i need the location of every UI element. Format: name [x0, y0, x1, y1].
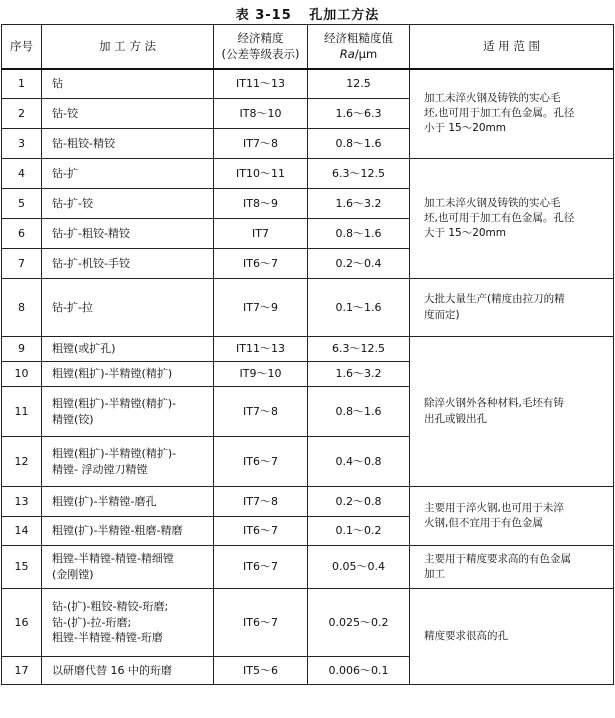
row-num: 16 [2, 589, 42, 657]
row-num: 17 [2, 657, 42, 685]
scope-cell: 加工未淬火钢及铸铁的实心毛 坯,也可用于加工有色金属。孔径 大于 15～20mm [410, 159, 614, 279]
row-method: 钻 [42, 69, 214, 99]
row-ra: 0.1～1.6 [308, 279, 410, 337]
ra-unit: /μm [354, 47, 378, 62]
row-ra: 1.6～3.2 [308, 362, 410, 387]
row-method: 钻-扩-机铰-手铰 [42, 249, 214, 279]
row-method: 以研磨代替 16 中的珩磨 [42, 657, 214, 685]
table-caption [0, 4, 615, 23]
header-method: 加 工 方 法 [42, 25, 214, 69]
table-row [2, 546, 614, 589]
row-method: 钻-扩-拉 [42, 279, 214, 337]
row-ra: 6.3～12.5 [308, 337, 410, 362]
row-grade: IT10～11 [214, 159, 308, 189]
scope-cell: 精度要求很高的孔 [410, 589, 614, 685]
row-ra: 12.5 [308, 69, 410, 99]
row-method: 粗镗(或扩孔) [42, 337, 214, 362]
row-ra: 1.6～6.3 [308, 99, 410, 129]
row-ra: 0.8～1.6 [308, 129, 410, 159]
row-grade: IT7 [214, 219, 308, 249]
table-row [2, 279, 614, 337]
row-num: 7 [2, 249, 42, 279]
row-grade: IT6～7 [214, 437, 308, 487]
header-row [2, 25, 614, 69]
row-ra: 0.006～0.1 [308, 657, 410, 685]
row-method: 钻-扩-粗铰-精铰 [42, 219, 214, 249]
row-method: 钻-(扩)-粗铰-精铰-珩磨; 钻-(扩)-拉-珩磨; 粗镗-半精镗-精镗-珩磨 [42, 589, 214, 657]
row-grade: IT11～13 [214, 69, 308, 99]
row-grade: IT11～13 [214, 337, 308, 362]
row-num: 11 [2, 387, 42, 437]
row-num: 10 [2, 362, 42, 387]
row-grade: IT6～7 [214, 546, 308, 589]
table-row [2, 337, 614, 362]
row-ra: 0.8～1.6 [308, 219, 410, 249]
row-grade: IT6～7 [214, 517, 308, 546]
row-grade: IT8～9 [214, 189, 308, 219]
row-grade: IT6～7 [214, 249, 308, 279]
row-ra: 0.025～0.2 [308, 589, 410, 657]
row-grade: IT9～10 [214, 362, 308, 387]
table-row [2, 69, 614, 99]
scope-cell: 除淬火钢外各种材料,毛坯有铸 出孔或锻出孔 [410, 337, 614, 487]
scope-cell: 主要用于精度要求高的有色金属 加工 [410, 546, 614, 589]
hole-machining-table [1, 24, 614, 685]
row-method: 粗镗(粗扩)-半精镗(精扩)- 精镗(铰) [42, 387, 214, 437]
row-grade: IT6～7 [214, 589, 308, 657]
row-num: 1 [2, 69, 42, 99]
row-method: 粗镗(粗扩)-半精镗(精扩) [42, 362, 214, 387]
row-ra: 1.6～3.2 [308, 189, 410, 219]
header-num: 序号 [2, 25, 42, 69]
row-method: 钻-粗铰-精铰 [42, 129, 214, 159]
row-num: 4 [2, 159, 42, 189]
row-method: 粗镗-半精镗-精镗-精细镗 (金刚镗) [42, 546, 214, 589]
row-ra: 0.8～1.6 [308, 387, 410, 437]
row-num: 14 [2, 517, 42, 546]
scope-cell: 加工未淬火钢及铸铁的实心毛 坯,也可用于加工有色金属。孔径 小于 15～20mm [410, 69, 614, 159]
row-ra: 0.2～0.4 [308, 249, 410, 279]
row-method: 钻-铰 [42, 99, 214, 129]
row-grade: IT7～8 [214, 387, 308, 437]
row-grade: IT8～10 [214, 99, 308, 129]
row-num: 5 [2, 189, 42, 219]
row-num: 12 [2, 437, 42, 487]
row-grade: IT7～8 [214, 129, 308, 159]
row-method: 钻-扩-铰 [42, 189, 214, 219]
header-scope: 适 用 范 围 [410, 25, 614, 69]
row-ra: 0.4～0.8 [308, 437, 410, 487]
row-method: 粗镗(粗扩)-半精镗(精扩)- 精镗- 浮动镗刀精镗 [42, 437, 214, 487]
row-ra: 0.05～0.4 [308, 546, 410, 589]
row-num: 3 [2, 129, 42, 159]
row-method: 钻-扩 [42, 159, 214, 189]
scope-cell: 主要用于淬火钢,也可用于未淬 火钢,但不宜用于有色金属 [410, 487, 614, 546]
row-num: 8 [2, 279, 42, 337]
row-method: 粗镗(扩)-半精镗-磨孔 [42, 487, 214, 517]
row-num: 13 [2, 487, 42, 517]
table-row [2, 159, 614, 189]
row-grade: IT5～6 [214, 657, 308, 685]
row-method: 粗镗(扩)-半精镗-粗磨-精磨 [42, 517, 214, 546]
table-title: 孔加工方法 [309, 8, 380, 23]
header-ra: 经济粗糙度值 Ra/μm [308, 25, 410, 69]
table-row [2, 487, 614, 517]
row-grade: IT7～9 [214, 279, 308, 337]
ra-symbol: Ra [339, 47, 355, 62]
table-row [2, 589, 614, 657]
row-num: 2 [2, 99, 42, 129]
row-grade: IT7～8 [214, 487, 308, 517]
row-ra: 6.3～12.5 [308, 159, 410, 189]
header-grade: 经济精度 (公差等级表示) [214, 25, 308, 69]
row-num: 15 [2, 546, 42, 589]
row-ra: 0.1～0.2 [308, 517, 410, 546]
scope-cell: 大批大量生产(精度由拉刀的精 度而定) [410, 279, 614, 337]
table-number: 表 3-15 [235, 8, 292, 23]
row-num: 6 [2, 219, 42, 249]
row-num: 9 [2, 337, 42, 362]
row-ra: 0.2～0.8 [308, 487, 410, 517]
